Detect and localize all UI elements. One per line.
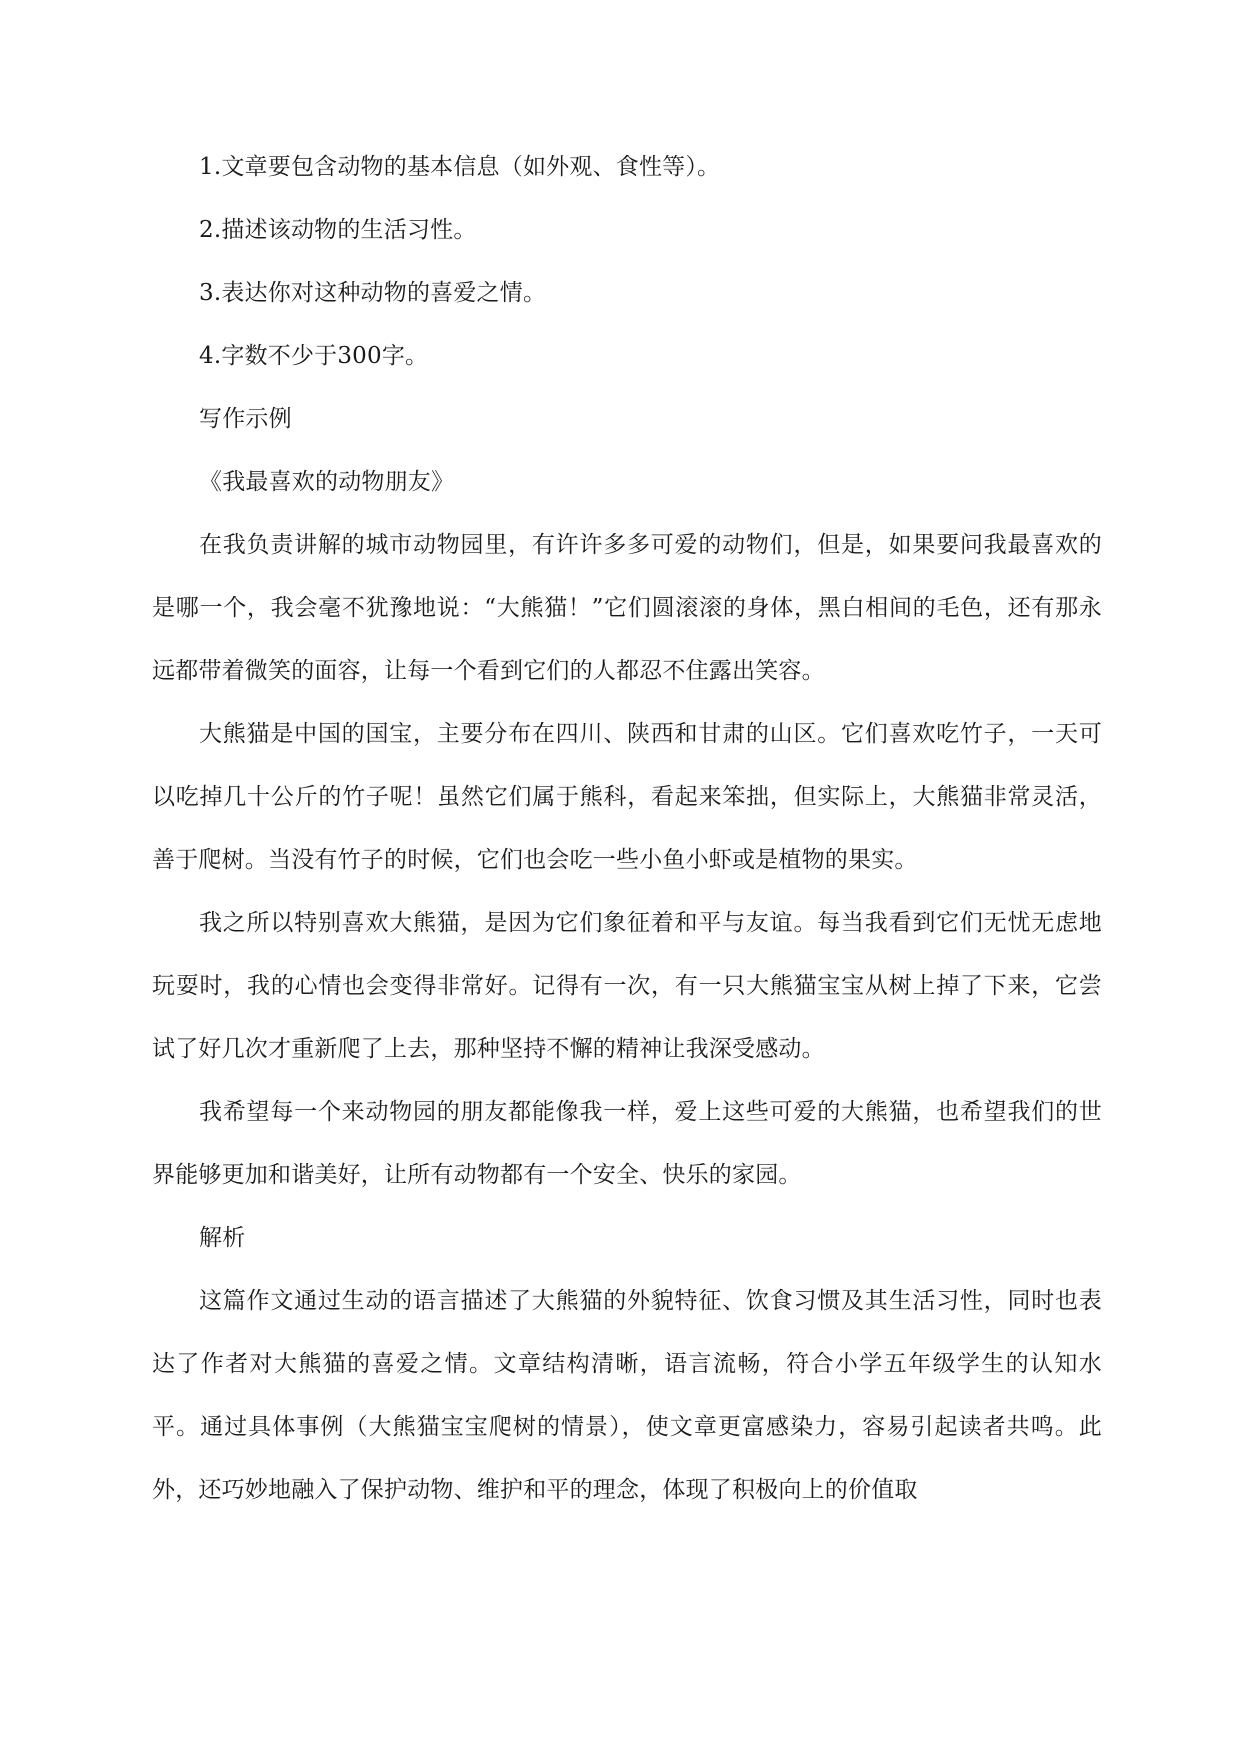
essay-paragraph-3: 我之所以特别喜欢大熊猫，是因为它们象征着和平与友谊。每当我看到它们无忧无虑地玩耍时，我的心情也会变得非常好。记得有一次，有一只大熊猫宝宝从树上掉了下来，它尝试了好几次才重新爬了上去，那种坚持不懈的精神让我深受感动。: [152, 910, 1102, 1062]
essay-paragraph-1: 在我负责讲解的城市动物园里，有许许多多可爱的动物们，但是，如果要问我最喜欢的是哪一个，我会毫不犹豫地说：“大熊猫！”它们圆滚滚的身体，黑白相间的毛色，还有那永远都带着微笑的面容，让每一个看到它们的人都忍不住露出笑容。: [152, 532, 1102, 684]
requirement-4: 4.字数不少于300字。: [199, 343, 429, 369]
requirement-1: 1.文章要包含动物的基本信息（如外观、食性等）。: [199, 154, 721, 180]
essay-paragraph-4: 我希望每一个来动物园的朋友都能像我一样，爱上这些可爱的大熊猫，也希望我们的世界能够更加和谐美好，让所有动物都有一个安全、快乐的家园。: [152, 1099, 1102, 1188]
example-heading: 写作示例: [199, 406, 292, 432]
document-body: [152, 136, 1102, 1522]
analysis-heading: 解析: [199, 1225, 246, 1251]
requirement-2: 2.描述该动物的生活习性。: [199, 217, 477, 243]
essay-paragraph-2: 大熊猫是中国的国宝，主要分布在四川、陕西和甘肃的山区。它们喜欢吃竹子，一天可以吃掉几十公斤的竹子呢！虽然它们属于熊科，看起来笨拙，但实际上，大熊猫非常灵活，善于爬树。当没有竹子的时候，它们也会吃一些小鱼小虾或是植物的果实。: [152, 721, 1102, 873]
analysis-paragraph: 这篇作文通过生动的语言描述了大熊猫的外貌特征、饮食习惯及其生活习性，同时也表达了作者对大熊猫的喜爱之情。文章结构清晰，语言流畅，符合小学五年级学生的认知水平。通过具体事例（大熊猫宝宝爬树的情景），使文章更富感染力，容易引起读者共鸣。此外，还巧妙地融入了保护动物、维护和平的理念，体现了积极向上的价值取: [152, 1288, 1102, 1503]
essay-title: 《我最喜欢的动物朋友》: [199, 469, 455, 495]
requirement-3: 3.表达你对这种动物的喜爱之情。: [199, 280, 547, 306]
